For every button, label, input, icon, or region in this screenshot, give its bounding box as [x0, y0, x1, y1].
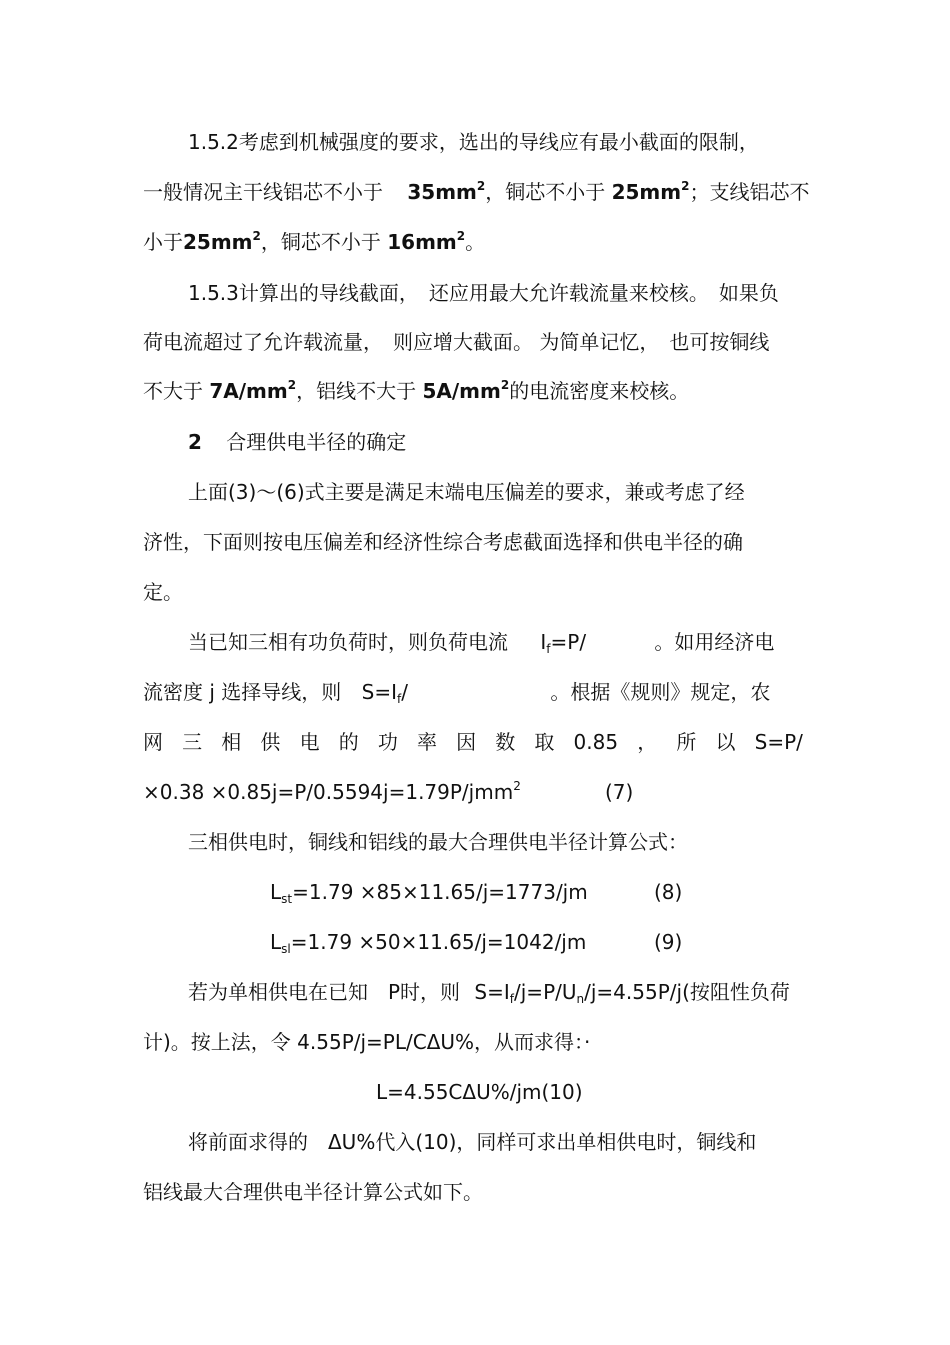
text: ；支线铝芯不	[689, 180, 810, 204]
spread-word: 取	[534, 730, 555, 754]
text: 一般情况主干线铝芯不小于	[143, 180, 383, 204]
spread-word: 供	[260, 730, 281, 754]
equation-8	[270, 879, 720, 905]
text: 1.5.2考虑到机械强度的要求，选出的导线应有最小截面的限制，	[188, 130, 759, 154]
para-a-line-1	[188, 479, 848, 505]
text: 。	[465, 230, 486, 254]
section-number: 1.5.3	[188, 281, 239, 305]
text: 将前面求得的 ΔU%代入(10)，同样可求出单相供电时，铜线和	[188, 1130, 757, 1154]
text: 的电流密度来校核。	[509, 379, 690, 403]
text: 若为单相供电在已知 P时，则	[188, 980, 461, 1004]
equation-number: (7)	[605, 780, 634, 804]
text: 三相供电时，铜线和铝线的最大合理供电半径计算公式：	[188, 830, 688, 854]
para-152-line-3	[143, 229, 803, 255]
value-35mm2: $35mm^2$	[407, 179, 486, 204]
text: 流密度 j 选择导线，则	[143, 680, 342, 704]
formula-if: $I_f=P/$	[540, 630, 587, 656]
spread-word: 三	[182, 730, 203, 754]
spread-word: 电	[299, 730, 320, 754]
formula-7: ×0.38 ×0.85j=P/0.5594j=1.79P/jmm$^2$	[143, 779, 521, 804]
spread-word: 率	[416, 730, 437, 754]
para-b-line-3	[143, 729, 803, 755]
para-a-line-3	[143, 579, 803, 605]
text: 。根据《规则》规定，农	[550, 680, 771, 704]
text: 。如用经济电	[654, 630, 775, 654]
para-152-line-2	[143, 179, 810, 205]
spread-word: 0.85	[573, 730, 619, 754]
spread-word: 以	[715, 730, 736, 754]
equation-9	[270, 929, 720, 955]
spread-word: 数	[495, 730, 516, 754]
equation-10	[376, 1079, 676, 1105]
text: 定。	[143, 580, 183, 604]
formula-lst: $L_{st}=1.79 \times 85\times 11.65/j=1773/jm$	[270, 880, 588, 906]
spread-word: 因	[456, 730, 477, 754]
value-7a-mm2: $7A/mm^2$	[209, 378, 297, 403]
para-e-line-2	[143, 1179, 803, 1205]
section-heading	[188, 429, 848, 455]
para-b-line-2	[143, 679, 803, 705]
text: 计算出的导线截面， 还应用最大允许载流量来校核。 如果负	[238, 281, 779, 305]
text: ，铜芯不小于	[485, 180, 606, 204]
equation-number: (9)	[654, 930, 683, 954]
spread-word: 所	[676, 730, 697, 754]
text: 铝线最大合理供电半径计算公式如下。	[143, 1180, 483, 1204]
text: 上面(3)～(6)式主要是满足末端电压偏差的要求，兼或考虑了经	[188, 480, 745, 504]
spread-word: S=P/	[754, 730, 803, 754]
para-b-line-4	[143, 779, 803, 805]
formula-10: L=4.55CΔU%/jm(10)	[376, 1080, 583, 1104]
equation-number: (8)	[654, 880, 683, 904]
heading-number: 2	[188, 430, 202, 454]
spread-word: 网	[143, 730, 163, 754]
text: ，铜芯不小于	[260, 230, 381, 254]
spread-word: ，	[637, 730, 658, 754]
formula-single-phase: $S=I_f/j=P/U_n/j=4.55P/j$(按阻性负荷	[474, 980, 790, 1006]
text: 不大于	[143, 379, 203, 403]
para-a-line-2	[143, 529, 803, 555]
value-16mm2: $16mm^2$	[387, 229, 466, 254]
spread-word: 的	[338, 730, 359, 754]
heading-title: 合理供电半径的确定	[226, 430, 407, 454]
justified-line	[143, 729, 803, 755]
value-25mm2-branch: $25mm^2$	[183, 229, 261, 254]
para-c-line-1	[188, 829, 848, 855]
text: ，铝线不大于	[296, 379, 417, 403]
text: 计)。按上法，令 4.55P/j=PL/CΔU%，从而求得：·	[143, 1030, 591, 1054]
para-e-line-1	[188, 1129, 848, 1155]
para-153-line-2	[143, 329, 803, 355]
para-d-line-2	[143, 1029, 803, 1055]
para-152-line-1	[188, 129, 848, 155]
spread-word: 相	[221, 730, 242, 754]
formula-s: $S=I_f/$	[361, 680, 408, 706]
text: 济性，下面则按电压偏差和经济性综合考虑截面选择和供电半径的确	[143, 530, 743, 554]
para-153-line-1	[188, 280, 848, 306]
value-25mm2: $25mm^2$	[611, 179, 690, 204]
spread-word: 功	[377, 730, 398, 754]
formula-lsl: $L_{sl}=1.79 \times 50\times 11.65/j=1042/jm$	[270, 930, 587, 956]
text: 荷电流超过了允许载流量， 则应增大截面。 为简单记忆， 也可按铜线	[143, 330, 770, 354]
value-5a-mm2: $5A/mm^2$	[422, 378, 510, 403]
para-d-line-1	[188, 979, 848, 1005]
text: 当已知三相有功负荷时，则负荷电流	[188, 630, 508, 654]
para-b-line-1	[188, 629, 848, 655]
text: 小于	[143, 230, 183, 254]
para-153-line-3	[143, 378, 803, 404]
